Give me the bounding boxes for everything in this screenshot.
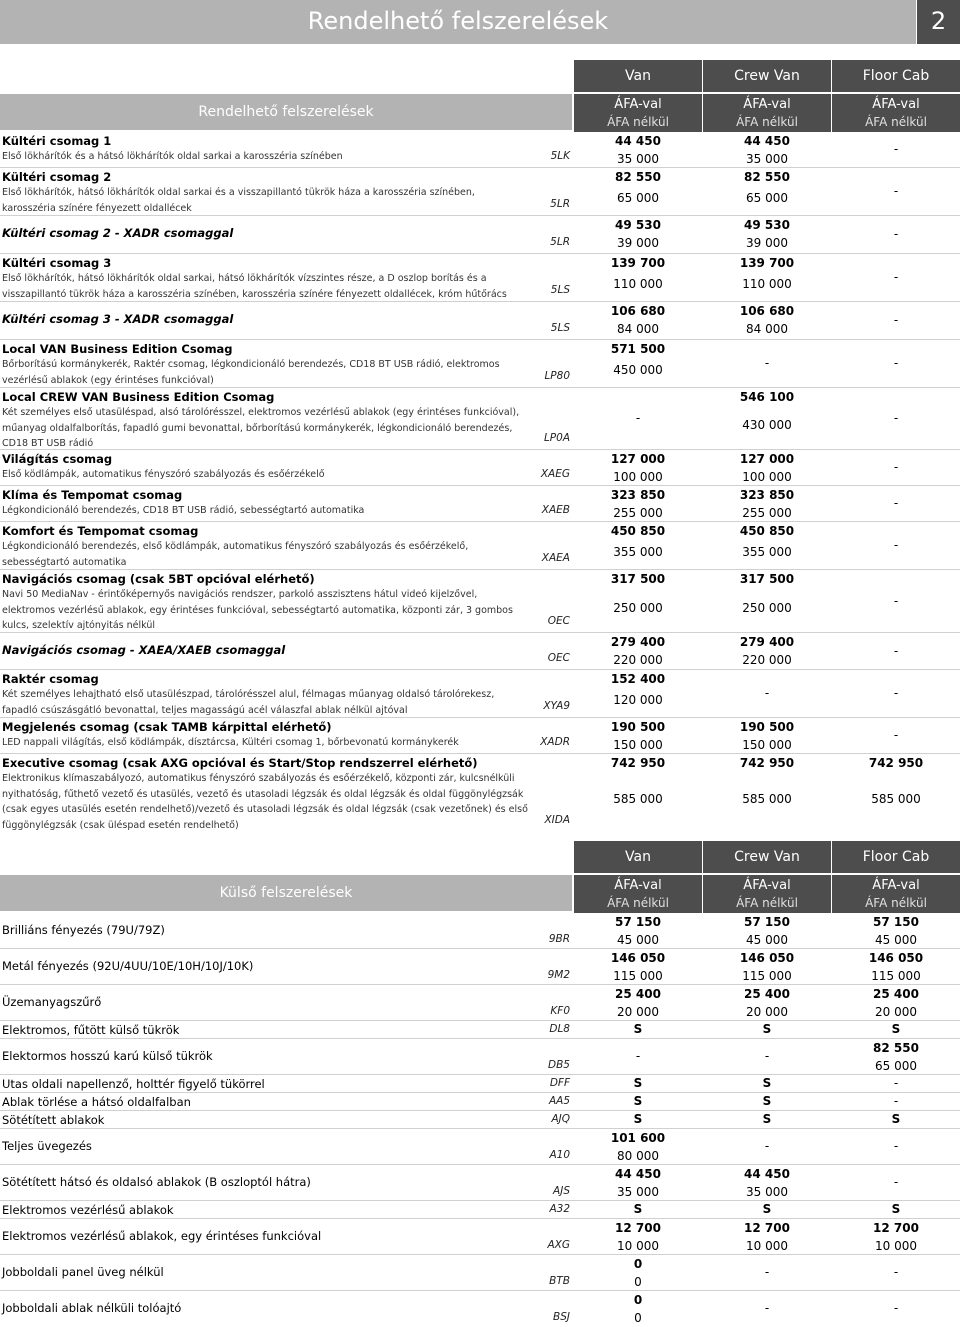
van-price-without-vat: 65 000 — [617, 191, 659, 205]
equipment-title: Jobboldali panel üveg nélkül — [2, 1265, 164, 1279]
van-value: S — [633, 1112, 643, 1126]
crew-price-without-vat: 100 000 — [742, 470, 792, 484]
crew-price-with-vat: 106 680 — [739, 304, 795, 318]
van-price-without-vat: 220 000 — [613, 653, 663, 667]
crew-price-without-vat: 150 000 — [742, 738, 792, 752]
van-price-without-vat: 255 000 — [613, 506, 663, 520]
vat-header-0 — [574, 875, 702, 913]
crew-price-without-vat: 35 000 — [746, 1185, 788, 1199]
row-divider — [0, 717, 960, 718]
equipment-title: Üzemanyagszűrő — [2, 995, 102, 1009]
package-title: Világítás csomag — [2, 452, 113, 466]
floor-value: - — [893, 313, 899, 327]
crew-price-with-vat: 146 050 — [739, 951, 795, 965]
van-price-with-vat: 190 500 — [610, 720, 666, 734]
package-description: Navi 50 MediaNav - érintőképernyős navigációs rendszer, parkoló asszisztens hátul videó kijelzővel, elektromos vezérlésű ablakok, egy érintéses funkcióval, sebességtartó automatika, központi zár, 3 gombos kulcs, szelektív ajtónyitás nélkül — [2, 589, 513, 631]
equipment-title: Elektromos, fűtött külső tükrök — [2, 1023, 180, 1037]
package-title: Kültéri csomag 3 — [2, 256, 112, 270]
package-title: Kültéri csomag 2 - XADR csomaggal — [2, 226, 234, 240]
van-price-with-vat: 323 850 — [610, 488, 666, 502]
crew-value: S — [762, 1112, 772, 1126]
option-code: 5LK — [550, 150, 570, 162]
floor-value: - — [893, 593, 899, 608]
package-description: Bőrborítású kormánykerék, Raktér csomag, légkondicionáló berendezés, CD18 BT USB rádió, elektromos vezérlésű ablakok (egy érintéses funkcióval) — [2, 359, 500, 386]
floor-price-with-vat: 25 400 — [873, 987, 919, 1001]
vat-header-2 — [832, 875, 960, 913]
floor-value: - — [893, 1094, 899, 1108]
van-price-without-vat: 39 000 — [617, 236, 659, 250]
van-value: S — [633, 1022, 643, 1036]
package-description: Két személyes lehajtható első utasülészpad, tárolórésszel alul, félmagas műanyag oldalsó tárolórekesz, fapadló csúszásgátló bevonattal, teljes magasságú acél válaszfal ablak nélkül ajtóval — [2, 689, 495, 716]
floor-price-without-vat: 585 000 — [871, 792, 921, 806]
crew-value: S — [762, 1202, 772, 1216]
option-code: 5LS — [550, 284, 570, 296]
van-price-with-vat: 146 050 — [610, 951, 666, 965]
crew-price-without-vat: 20 000 — [746, 1005, 788, 1019]
floor-value: - — [893, 227, 899, 241]
floor-price-with-vat: 57 150 — [873, 915, 919, 929]
van-price-with-vat: 12 700 — [615, 1221, 661, 1235]
crew-price-with-vat: 12 700 — [744, 1221, 790, 1235]
van-price-without-vat: 450 000 — [613, 363, 663, 377]
crew-price-without-vat: 10 000 — [746, 1239, 788, 1253]
equipment-title: Elektormos hosszú karú külső tükrök — [2, 1049, 213, 1063]
floor-price-without-vat: 115 000 — [871, 969, 921, 983]
floor-value: - — [893, 1265, 899, 1279]
crew-price-without-vat: 430 000 — [742, 418, 792, 432]
column-header-2: Floor Cab — [832, 841, 960, 873]
van-price-with-vat: 0 — [633, 1293, 643, 1307]
van-price-without-vat: 84 000 — [617, 322, 659, 336]
option-code: XADR — [540, 736, 570, 748]
vat-with-label: ÁFA-val — [614, 97, 662, 112]
crew-price-without-vat: 84 000 — [746, 322, 788, 336]
floor-price-without-vat: 20 000 — [875, 1005, 917, 1019]
van-price-with-vat: 127 000 — [610, 452, 666, 466]
van-value: S — [633, 1202, 643, 1216]
floor-value: - — [893, 270, 899, 284]
equipment-title: Sötétített ablakok — [2, 1113, 105, 1127]
crew-price-without-vat: 35 000 — [746, 152, 788, 166]
van-price-with-vat: 82 550 — [615, 170, 661, 184]
option-code: XAEG — [540, 468, 570, 480]
van-price-with-vat: 317 500 — [610, 572, 666, 586]
row-divider — [0, 1128, 960, 1129]
row-divider — [0, 1200, 960, 1201]
crew-value: - — [764, 1265, 770, 1279]
floor-value: - — [893, 643, 899, 658]
option-code: AJS — [553, 1185, 570, 1197]
vat-without-label: ÁFA nélkül — [607, 896, 669, 910]
crew-price-with-vat: 317 500 — [739, 572, 795, 586]
package-title: Navigációs csomag (csak 5BT opcióval elérhető) — [2, 572, 315, 586]
van-price-without-vat: 120 000 — [613, 693, 663, 707]
van-value: S — [633, 1094, 643, 1108]
row-divider — [0, 669, 960, 670]
equipment-title: Teljes üvegezés — [2, 1139, 92, 1153]
floor-price-with-vat: 742 950 — [868, 756, 924, 770]
van-price-without-vat: 35 000 — [617, 152, 659, 166]
van-price-without-vat: 10 000 — [617, 1239, 659, 1253]
van-price-with-vat: 279 400 — [610, 635, 666, 649]
row-divider — [0, 449, 960, 450]
van-price-with-vat: 152 400 — [610, 672, 666, 686]
row-divider — [0, 1092, 960, 1093]
section-header: Rendelhető felszerelések — [0, 94, 572, 130]
package-description: Első lökhárítók, hátsó lökhárítók oldal sarkai, hátsó lökhárítók vízszintes része, a D oszlop borítás és a visszapillantó tükrök háza a karosszéria színében, karosszéria színére fényezett oldallécek, króm hűtőrács — [2, 273, 507, 300]
vat-without-label: ÁFA nélkül — [736, 896, 798, 910]
crew-price-without-vat: 39 000 — [746, 236, 788, 250]
option-code: KF0 — [550, 1005, 570, 1017]
vat-header-0 — [574, 94, 702, 132]
package-title: Kültéri csomag 2 — [2, 170, 112, 184]
floor-value: - — [893, 411, 899, 425]
option-code: AJQ — [551, 1113, 570, 1125]
van-price-with-vat: 44 450 — [615, 134, 661, 148]
row-divider — [0, 1164, 960, 1165]
equipment-title: Brilliáns fényezés (79U/79Z) — [2, 923, 165, 937]
row-divider — [0, 632, 960, 633]
column-header-1: Crew Van — [703, 841, 831, 873]
crew-value: - — [764, 1049, 770, 1063]
package-title: Klíma és Tempomat csomag — [2, 488, 183, 502]
crew-price-with-vat: 323 850 — [739, 488, 795, 502]
option-code: DFF — [549, 1077, 570, 1089]
crew-price-without-vat: 250 000 — [742, 600, 792, 615]
van-price-without-vat: 355 000 — [613, 545, 663, 559]
option-code: 9M2 — [547, 969, 570, 981]
package-title: Megjelenés csomag (csak TAMB kárpittal elérhető) — [2, 720, 332, 734]
package-description: LED nappali világítás, első ködlámpák, dísztárcsa, Kültéri csomag 1, bőrbevonatú kormánykerék — [2, 737, 459, 748]
row-divider — [0, 521, 960, 522]
row-divider — [0, 1290, 960, 1291]
van-price-with-vat: 25 400 — [615, 987, 661, 1001]
van-price-without-vat: 20 000 — [617, 1005, 659, 1019]
van-price-without-vat: 80 000 — [617, 1149, 659, 1163]
crew-price-with-vat: 44 450 — [744, 134, 790, 148]
vat-without-label: ÁFA nélkül — [607, 115, 669, 129]
crew-price-with-vat: 44 450 — [744, 1167, 790, 1181]
crew-value: - — [764, 1301, 770, 1315]
van-price-with-vat: 0 — [633, 1257, 643, 1271]
crew-price-with-vat: 190 500 — [739, 720, 795, 734]
row-divider — [0, 753, 960, 754]
crew-price-with-vat: 82 550 — [744, 170, 790, 184]
row-divider — [0, 167, 960, 168]
van-price-with-vat: 139 700 — [610, 256, 666, 270]
van-price-without-vat: 250 000 — [613, 600, 663, 615]
option-code: 5LR — [550, 198, 570, 210]
floor-value: - — [893, 1301, 899, 1315]
row-divider — [0, 948, 960, 949]
van-price-without-vat: 35 000 — [617, 1185, 659, 1199]
equipment-title: Elektromos vezérlésű ablakok, egy érintéses funkcióval — [2, 1229, 322, 1243]
package-description: Első lökhárítók, hátsó lökhárítók oldal sarkai és a visszapillantó tükrök háza a karosszéria színében, karosszéria színére fényezett oldallécek — [2, 187, 475, 214]
crew-price-with-vat: 127 000 — [739, 452, 795, 466]
row-divider — [0, 1218, 960, 1219]
row-divider — [0, 215, 960, 216]
row-divider — [0, 387, 960, 388]
crew-value: S — [762, 1094, 772, 1108]
crew-price-without-vat: 45 000 — [746, 933, 788, 947]
package-description: Légkondicionáló berendezés, első ködlámpák, automatikus fényszóró szabályozás és esőérzékelő, sebességtartó automatika — [2, 541, 469, 568]
van-price-without-vat: 100 000 — [613, 470, 663, 484]
equipment-title: Sötétített hátsó és oldalsó ablakok (B oszloptól hátra) — [2, 1175, 311, 1189]
crew-price-with-vat: 25 400 — [744, 987, 790, 1001]
option-code: OEC — [547, 615, 570, 627]
van-price-without-vat: 585 000 — [613, 792, 663, 806]
van-price-without-vat: 0 — [634, 1311, 642, 1325]
package-title: Raktér csomag — [2, 672, 99, 686]
package-title: Navigációs csomag - XAEA/XAEB csomaggal — [2, 643, 286, 657]
option-code: XYA9 — [543, 700, 570, 712]
floor-value: - — [893, 538, 899, 552]
floor-value: - — [893, 496, 899, 510]
floor-value: - — [893, 686, 899, 700]
row-divider — [0, 301, 960, 302]
van-price-with-vat: 450 850 — [610, 524, 666, 538]
row-divider — [0, 1074, 960, 1075]
crew-price-with-vat: 279 400 — [739, 635, 795, 649]
option-code: BTB — [549, 1275, 570, 1287]
van-value: S — [633, 1076, 643, 1090]
option-code: XAEB — [541, 504, 570, 516]
equipment-title: Jobboldali ablak nélküli tolóajtó — [2, 1301, 182, 1315]
equipment-title: Ablak törlése a hátsó oldalfalban — [2, 1095, 191, 1109]
floor-price-without-vat: 45 000 — [875, 933, 917, 947]
package-title: Kültéri csomag 3 - XADR csomaggal — [2, 312, 234, 326]
page-number: 2 — [917, 0, 960, 44]
van-price-without-vat: 115 000 — [613, 969, 663, 983]
section-header: Külső felszerelések — [0, 875, 572, 911]
option-code: XAEA — [541, 552, 570, 564]
package-description: Első ködlámpák, automatikus fényszóró szabályozás és esőérzékelő — [2, 469, 325, 480]
van-price-without-vat: 110 000 — [613, 277, 663, 291]
package-description: Légkondicionáló berendezés, CD18 BT USB rádió, sebességtartó automatika — [2, 505, 365, 516]
column-header-0: Van — [574, 60, 702, 92]
option-code: LP0A — [543, 432, 570, 444]
package-title: Local VAN Business Edition Csomag — [2, 342, 233, 356]
crew-price-with-vat: 546 100 — [739, 390, 795, 404]
crew-price-without-vat: 115 000 — [742, 969, 792, 983]
option-code: 5LR — [550, 236, 570, 248]
floor-price-with-vat: 12 700 — [873, 1221, 919, 1235]
crew-price-with-vat: 139 700 — [739, 256, 795, 270]
row-divider — [0, 253, 960, 254]
van-price-with-vat: 49 530 — [615, 218, 661, 232]
floor-value: - — [893, 1076, 899, 1090]
floor-value: - — [893, 728, 899, 742]
vat-with-label: ÁFA-val — [614, 878, 662, 893]
row-divider — [0, 569, 960, 570]
equipment-title: Metál fényezés (92U/4UU/10E/10H/10J/10K) — [2, 959, 254, 973]
crew-value: - — [764, 686, 770, 700]
vat-without-label: ÁFA nélkül — [736, 115, 798, 129]
vat-header-2 — [832, 94, 960, 132]
option-code: DB5 — [548, 1059, 570, 1071]
row-divider — [0, 1254, 960, 1255]
crew-price-without-vat: 255 000 — [742, 506, 792, 520]
option-code: OEC — [547, 652, 570, 664]
option-code: DL8 — [549, 1023, 570, 1035]
equipment-title: Utas oldali napellenző, holttér figyelő tükörrel — [2, 1077, 265, 1091]
package-description: Két személyes első utasüléspad, alsó tárolórésszel, elektromos vezérlésű ablakok (egy érintéses funkcióval), műanyag oldalfalborítás, fapadló gumi bevonattal, bőrborítású kormánykerék, légkondicionáló berendezés, CD18 BT USB rádió — [2, 407, 520, 449]
van-price-with-vat: 44 450 — [615, 1167, 661, 1181]
package-title: Executive csomag (csak AXG opcióval és Start/Stop rendszerrel elérhető) — [2, 756, 478, 770]
equipment-title: Elektromos vezérlésű ablakok — [2, 1203, 174, 1217]
van-price-with-vat: 571 500 — [610, 342, 666, 356]
crew-price-without-vat: 355 000 — [742, 545, 792, 559]
crew-price-with-vat: 49 530 — [744, 218, 790, 232]
package-title: Komfort és Tempomat csomag — [2, 524, 199, 538]
van-price-with-vat: 101 600 — [610, 1131, 666, 1145]
option-code: AA5 — [548, 1095, 570, 1107]
floor-value: - — [893, 1175, 899, 1189]
floor-value: - — [893, 460, 899, 474]
row-divider — [0, 485, 960, 486]
row-divider — [0, 339, 960, 340]
floor-price-without-vat: 65 000 — [875, 1059, 917, 1073]
van-price-with-vat: 742 950 — [610, 756, 666, 770]
package-description: Elektronikus klímaszabályozó, automatikus fényszóró szabályozás és esőérzékelő, központi zár, kulcsnélküli nyithatóság, fűthető vezető és utasülés, vezető és utasoladi légzsák és oldal légzsák és oldal függönylégzsák (csak egyes utasülés esetén rendelhető)/vezető és utasoladi légzsák és oldal légzsák (csak vezetőnek) és első függönylégzsák (csak üléspad esetén rendelhető) — [2, 773, 528, 831]
option-code: BSJ — [553, 1311, 570, 1323]
package-title: Local CREW VAN Business Edition Csomag — [2, 390, 275, 404]
crew-price-without-vat: 65 000 — [746, 191, 788, 205]
floor-price-without-vat: 10 000 — [875, 1239, 917, 1253]
vat-without-label: ÁFA nélkül — [865, 115, 927, 129]
vat-with-label: ÁFA-val — [872, 97, 920, 112]
van-price-without-vat: 0 — [634, 1275, 642, 1289]
crew-price-without-vat: 585 000 — [742, 792, 792, 806]
option-code: AXG — [547, 1239, 570, 1251]
row-divider — [0, 1038, 960, 1039]
van-price-with-vat: 57 150 — [615, 915, 661, 929]
vat-without-label: ÁFA nélkül — [865, 896, 927, 910]
page-title: Rendelhető felszerelések — [307, 7, 609, 35]
option-code: XIDA — [544, 814, 570, 826]
package-description: Első lökhárítók és a hátsó lökhárítók oldal sarkai a karosszéria színében — [2, 151, 343, 162]
vat-with-label: ÁFA-val — [743, 97, 791, 112]
floor-value: S — [891, 1112, 901, 1126]
column-header-1: Crew Van — [703, 60, 831, 92]
option-code: LP80 — [544, 370, 570, 382]
van-price-without-vat: 150 000 — [613, 738, 663, 752]
column-header-2: Floor Cab — [832, 60, 960, 92]
floor-price-with-vat: 146 050 — [868, 951, 924, 965]
van-price-without-vat: 45 000 — [617, 933, 659, 947]
row-divider — [0, 984, 960, 985]
column-header-0: Van — [574, 841, 702, 873]
vat-with-label: ÁFA-val — [743, 878, 791, 893]
package-title: Kültéri csomag 1 — [2, 134, 112, 148]
option-code: A10 — [549, 1149, 570, 1161]
floor-value: S — [891, 1022, 901, 1036]
option-code: 5LS — [550, 322, 570, 334]
floor-price-with-vat: 82 550 — [873, 1041, 919, 1055]
vat-header-1 — [703, 94, 831, 132]
crew-price-with-vat: 57 150 — [744, 915, 790, 929]
crew-price-with-vat: 742 950 — [739, 756, 795, 770]
crew-value: S — [762, 1022, 772, 1036]
option-code: 9BR — [548, 933, 570, 945]
floor-value: - — [893, 356, 899, 370]
vat-header-1 — [703, 875, 831, 913]
row-divider — [0, 1020, 960, 1021]
vat-with-label: ÁFA-val — [872, 878, 920, 893]
van-value: - — [635, 1049, 641, 1063]
crew-value: - — [764, 356, 770, 370]
option-code: A32 — [549, 1203, 570, 1215]
van-value: - — [635, 411, 641, 425]
row-divider — [0, 1110, 960, 1111]
crew-value: - — [764, 1139, 770, 1153]
floor-value: - — [893, 184, 899, 198]
crew-price-without-vat: 110 000 — [742, 277, 792, 291]
crew-price-without-vat: 220 000 — [742, 653, 792, 667]
crew-value: S — [762, 1076, 772, 1090]
crew-price-with-vat: 450 850 — [739, 524, 795, 538]
floor-value: S — [891, 1202, 901, 1216]
van-price-with-vat: 106 680 — [610, 304, 666, 318]
floor-value: - — [893, 142, 899, 156]
floor-value: - — [893, 1139, 899, 1153]
